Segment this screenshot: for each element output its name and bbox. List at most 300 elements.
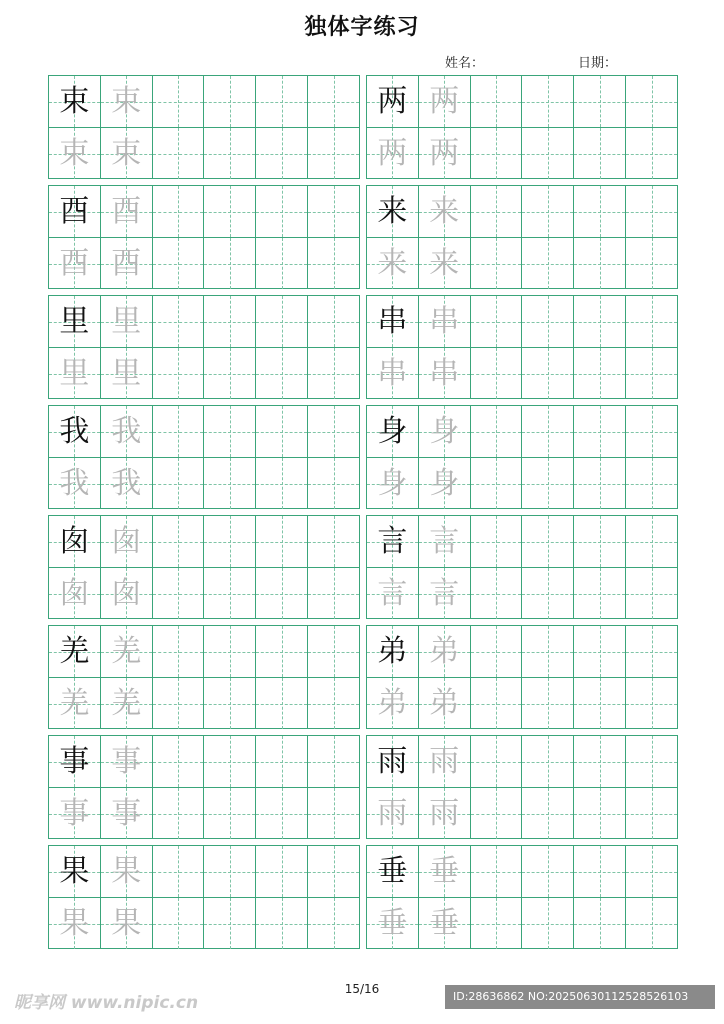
model-character: 串 [377, 303, 408, 339]
trace-row [49, 677, 359, 729]
writing-cell[interactable] [152, 678, 204, 729]
trace-row [367, 347, 677, 399]
writing-cell[interactable] [152, 516, 204, 567]
writing-cell[interactable] [573, 406, 625, 457]
character-cell [367, 406, 418, 457]
writing-cell[interactable] [203, 516, 255, 567]
trace-character: 垂 [377, 905, 408, 941]
writing-cell[interactable] [307, 458, 359, 509]
character-cell [100, 678, 152, 729]
trace-character: 我 [59, 465, 90, 501]
character-cell [418, 76, 470, 127]
trace-character: 事 [111, 795, 142, 831]
writing-cell[interactable] [470, 846, 522, 897]
writing-cell[interactable] [573, 186, 625, 237]
trace-character: 弟 [429, 685, 460, 721]
writing-cell[interactable] [203, 678, 255, 729]
writing-cell[interactable] [307, 788, 359, 839]
writing-cell[interactable] [203, 788, 255, 839]
model-row [367, 846, 677, 897]
writing-cell[interactable] [625, 128, 677, 179]
writing-cell[interactable] [573, 76, 625, 127]
writing-cell[interactable] [625, 788, 677, 839]
trace-row [49, 457, 359, 509]
practice-block [48, 515, 360, 619]
writing-cell[interactable] [521, 128, 573, 179]
writing-cell[interactable] [625, 238, 677, 289]
writing-cell[interactable] [152, 238, 204, 289]
writing-cell[interactable] [203, 626, 255, 677]
writing-cell[interactable] [307, 186, 359, 237]
character-cell [49, 736, 100, 787]
writing-cell[interactable] [255, 186, 307, 237]
trace-character: 果 [59, 905, 90, 941]
writing-cell[interactable] [307, 348, 359, 399]
character-cell [49, 516, 100, 567]
trace-character: 串 [429, 355, 460, 391]
trace-character: 言 [429, 523, 460, 559]
writing-cell[interactable] [307, 238, 359, 289]
writing-cell[interactable] [255, 238, 307, 289]
writing-cell[interactable] [521, 846, 573, 897]
character-cell [367, 788, 418, 839]
trace-character: 弟 [429, 633, 460, 669]
character-cell [49, 76, 100, 127]
writing-cell[interactable] [203, 898, 255, 949]
model-row [49, 846, 359, 897]
model-row [49, 516, 359, 567]
trace-character: 酉 [111, 245, 142, 281]
trace-row [367, 897, 677, 949]
character-cell [100, 186, 152, 237]
model-character: 来 [377, 193, 408, 229]
model-character: 囱 [59, 523, 90, 559]
trace-character: 果 [111, 853, 142, 889]
trace-character: 果 [111, 905, 142, 941]
writing-cell[interactable] [203, 238, 255, 289]
writing-cell[interactable] [255, 898, 307, 949]
writing-cell[interactable] [625, 296, 677, 347]
model-character: 我 [59, 413, 90, 449]
practice-block [48, 185, 360, 289]
writing-cell[interactable] [573, 296, 625, 347]
writing-cell[interactable] [307, 516, 359, 567]
writing-cell[interactable] [255, 846, 307, 897]
character-cell [367, 128, 418, 179]
writing-cell[interactable] [152, 568, 204, 619]
writing-cell[interactable] [625, 626, 677, 677]
writing-cell[interactable] [470, 458, 522, 509]
model-row [367, 76, 677, 127]
trace-row [367, 127, 677, 179]
character-cell [367, 736, 418, 787]
writing-cell[interactable] [521, 788, 573, 839]
writing-cell[interactable] [573, 568, 625, 619]
model-character: 束 [59, 83, 90, 119]
writing-cell[interactable] [625, 846, 677, 897]
writing-cell[interactable] [470, 186, 522, 237]
practice-block [48, 735, 360, 839]
writing-cell[interactable] [255, 626, 307, 677]
trace-row [49, 347, 359, 399]
writing-cell[interactable] [470, 898, 522, 949]
practice-block [366, 735, 678, 839]
trace-character: 来 [429, 193, 460, 229]
writing-cell[interactable] [307, 296, 359, 347]
character-cell [418, 516, 470, 567]
writing-cell[interactable] [573, 846, 625, 897]
character-cell [367, 898, 418, 949]
writing-cell[interactable] [521, 348, 573, 399]
trace-character: 羌 [59, 685, 90, 721]
character-cell [367, 186, 418, 237]
page-title: 独体字练习 [304, 15, 420, 40]
model-character: 身 [377, 413, 408, 449]
model-character: 里 [59, 303, 90, 339]
trace-row [49, 567, 359, 619]
writing-cell[interactable] [307, 626, 359, 677]
writing-cell[interactable] [521, 186, 573, 237]
trace-character: 事 [59, 795, 90, 831]
writing-cell[interactable] [152, 898, 204, 949]
character-cell [100, 846, 152, 897]
writing-cell[interactable] [625, 458, 677, 509]
writing-cell[interactable] [573, 128, 625, 179]
writing-cell[interactable] [203, 736, 255, 787]
writing-cell[interactable] [470, 626, 522, 677]
trace-character: 束 [59, 135, 90, 171]
writing-cell[interactable] [470, 516, 522, 567]
writing-cell[interactable] [521, 296, 573, 347]
trace-character: 事 [111, 743, 142, 779]
writing-cell[interactable] [307, 736, 359, 787]
practice-block [48, 845, 360, 949]
writing-cell[interactable] [255, 406, 307, 457]
character-cell [418, 678, 470, 729]
trace-row [49, 237, 359, 289]
character-cell [418, 626, 470, 677]
model-character: 羌 [59, 633, 90, 669]
character-cell [418, 458, 470, 509]
trace-character: 酉 [59, 245, 90, 281]
writing-cell[interactable] [470, 76, 522, 127]
character-cell [49, 128, 100, 179]
trace-row [49, 127, 359, 179]
character-cell [100, 568, 152, 619]
writing-cell[interactable] [521, 626, 573, 677]
writing-cell[interactable] [203, 568, 255, 619]
writing-cell[interactable] [625, 348, 677, 399]
writing-cell[interactable] [521, 406, 573, 457]
writing-cell[interactable] [470, 788, 522, 839]
writing-cell[interactable] [203, 128, 255, 179]
practice-block [48, 75, 360, 179]
writing-cell[interactable] [521, 898, 573, 949]
trace-character: 两 [429, 135, 460, 171]
character-cell [49, 678, 100, 729]
writing-cell[interactable] [470, 348, 522, 399]
writing-cell[interactable] [307, 678, 359, 729]
trace-character: 囱 [59, 575, 90, 611]
character-cell [367, 296, 418, 347]
writing-cell[interactable] [307, 406, 359, 457]
trace-character: 里 [111, 355, 142, 391]
model-row [49, 736, 359, 787]
character-cell [49, 238, 100, 289]
writing-cell[interactable] [203, 406, 255, 457]
writing-cell[interactable] [521, 678, 573, 729]
trace-character: 身 [429, 465, 460, 501]
writing-cell[interactable] [152, 846, 204, 897]
practice-block [366, 295, 678, 399]
practice-block [366, 75, 678, 179]
name-label: 姓名： [445, 56, 485, 71]
character-cell [367, 846, 418, 897]
writing-cell[interactable] [573, 516, 625, 567]
writing-cell[interactable] [573, 788, 625, 839]
writing-cell[interactable] [470, 568, 522, 619]
writing-cell[interactable] [203, 76, 255, 127]
character-cell [100, 348, 152, 399]
trace-character: 两 [429, 83, 460, 119]
writing-cell[interactable] [255, 678, 307, 729]
character-cell [367, 568, 418, 619]
writing-cell[interactable] [152, 76, 204, 127]
trace-character: 束 [111, 135, 142, 171]
trace-character: 雨 [377, 795, 408, 831]
writing-cell[interactable] [470, 678, 522, 729]
model-character: 事 [59, 743, 90, 779]
character-cell [49, 186, 100, 237]
writing-cell[interactable] [573, 898, 625, 949]
character-cell [100, 296, 152, 347]
writing-cell[interactable] [521, 458, 573, 509]
trace-character: 羌 [111, 685, 142, 721]
writing-cell[interactable] [625, 736, 677, 787]
trace-character: 雨 [429, 743, 460, 779]
character-cell [418, 736, 470, 787]
writing-cell[interactable] [307, 128, 359, 179]
character-cell [100, 76, 152, 127]
writing-cell[interactable] [573, 458, 625, 509]
writing-cell[interactable] [470, 296, 522, 347]
writing-cell[interactable] [625, 406, 677, 457]
trace-character: 垂 [429, 853, 460, 889]
model-row [367, 516, 677, 567]
practice-block [48, 625, 360, 729]
writing-cell[interactable] [625, 568, 677, 619]
character-cell [100, 458, 152, 509]
trace-character: 里 [59, 355, 90, 391]
writing-cell[interactable] [255, 568, 307, 619]
writing-cell[interactable] [573, 626, 625, 677]
character-cell [49, 788, 100, 839]
trace-row [367, 457, 677, 509]
writing-cell[interactable] [625, 516, 677, 567]
character-cell [100, 898, 152, 949]
character-cell [418, 788, 470, 839]
character-cell [367, 516, 418, 567]
writing-cell[interactable] [521, 736, 573, 787]
trace-character: 我 [111, 465, 142, 501]
character-cell [49, 296, 100, 347]
character-cell [49, 348, 100, 399]
character-cell [367, 76, 418, 127]
writing-cell[interactable] [255, 348, 307, 399]
writing-cell[interactable] [152, 186, 204, 237]
writing-cell[interactable] [152, 128, 204, 179]
character-cell [418, 128, 470, 179]
writing-cell[interactable] [521, 516, 573, 567]
writing-cell[interactable] [573, 678, 625, 729]
watermark-id: ID:28636862 NO:20250630112528526103 [445, 985, 715, 1009]
writing-cell[interactable] [521, 238, 573, 289]
character-cell [418, 238, 470, 289]
writing-cell[interactable] [152, 626, 204, 677]
model-row [367, 736, 677, 787]
writing-cell[interactable] [152, 348, 204, 399]
writing-cell[interactable] [203, 296, 255, 347]
trace-character: 两 [377, 135, 408, 171]
character-cell [100, 238, 152, 289]
writing-cell[interactable] [203, 458, 255, 509]
writing-cell[interactable] [470, 736, 522, 787]
character-cell [418, 186, 470, 237]
writing-cell[interactable] [203, 348, 255, 399]
character-cell [49, 406, 100, 457]
writing-cell[interactable] [152, 788, 204, 839]
writing-cell[interactable] [307, 76, 359, 127]
character-cell [100, 626, 152, 677]
writing-cell[interactable] [573, 736, 625, 787]
character-cell [100, 788, 152, 839]
trace-character: 来 [429, 245, 460, 281]
character-cell [418, 846, 470, 897]
writing-cell[interactable] [255, 736, 307, 787]
trace-character: 垂 [429, 905, 460, 941]
character-cell [49, 898, 100, 949]
writing-cell[interactable] [152, 736, 204, 787]
trace-character: 里 [111, 303, 142, 339]
trace-character: 弟 [377, 685, 408, 721]
writing-cell[interactable] [307, 568, 359, 619]
trace-character: 囱 [111, 523, 142, 559]
page-number: 15/16 [344, 982, 380, 996]
character-cell [367, 348, 418, 399]
character-cell [49, 626, 100, 677]
trace-row [49, 897, 359, 949]
trace-character: 雨 [429, 795, 460, 831]
writing-cell[interactable] [470, 128, 522, 179]
writing-cell[interactable] [255, 788, 307, 839]
practice-block [48, 405, 360, 509]
trace-row [367, 787, 677, 839]
writing-cell[interactable] [521, 568, 573, 619]
trace-character: 束 [111, 83, 142, 119]
trace-character: 言 [429, 575, 460, 611]
writing-cell[interactable] [521, 76, 573, 127]
writing-cell[interactable] [255, 458, 307, 509]
writing-cell[interactable] [152, 296, 204, 347]
writing-cell[interactable] [625, 678, 677, 729]
character-cell [367, 678, 418, 729]
writing-cell[interactable] [152, 406, 204, 457]
character-cell [418, 296, 470, 347]
writing-cell[interactable] [573, 348, 625, 399]
character-cell [100, 406, 152, 457]
model-character: 酉 [59, 193, 90, 229]
character-cell [100, 736, 152, 787]
trace-character: 身 [377, 465, 408, 501]
character-cell [49, 846, 100, 897]
model-row [367, 186, 677, 237]
writing-cell[interactable] [625, 76, 677, 127]
trace-character: 来 [377, 245, 408, 281]
character-cell [418, 898, 470, 949]
writing-cell[interactable] [255, 128, 307, 179]
writing-cell[interactable] [255, 296, 307, 347]
character-cell [100, 516, 152, 567]
date-label: 日期： [578, 56, 618, 71]
writing-cell[interactable] [307, 846, 359, 897]
model-character: 雨 [377, 743, 408, 779]
practice-block [48, 295, 360, 399]
character-cell [367, 626, 418, 677]
practice-block [366, 845, 678, 949]
trace-character: 串 [377, 355, 408, 391]
character-cell [418, 568, 470, 619]
writing-cell[interactable] [573, 238, 625, 289]
model-character: 弟 [377, 633, 408, 669]
character-cell [418, 406, 470, 457]
trace-character: 羌 [111, 633, 142, 669]
writing-cell[interactable] [625, 898, 677, 949]
trace-character: 串 [429, 303, 460, 339]
watermark-site: 昵享网 www.nipic.cn [14, 993, 199, 1013]
trace-character: 身 [429, 413, 460, 449]
model-row [49, 406, 359, 457]
trace-row [49, 787, 359, 839]
model-character: 两 [377, 83, 408, 119]
character-cell [367, 238, 418, 289]
practice-block [366, 625, 678, 729]
character-cell [100, 128, 152, 179]
writing-cell[interactable] [203, 846, 255, 897]
writing-cell[interactable] [255, 516, 307, 567]
trace-row [367, 237, 677, 289]
character-cell [49, 458, 100, 509]
writing-cell[interactable] [203, 186, 255, 237]
character-cell [367, 458, 418, 509]
writing-cell[interactable] [470, 238, 522, 289]
trace-row [367, 677, 677, 729]
model-row [367, 626, 677, 677]
model-row [49, 76, 359, 127]
character-cell [49, 568, 100, 619]
trace-character: 我 [111, 413, 142, 449]
model-character: 果 [59, 853, 90, 889]
writing-cell[interactable] [625, 186, 677, 237]
writing-cell[interactable] [470, 406, 522, 457]
writing-cell[interactable] [255, 76, 307, 127]
model-row [367, 406, 677, 457]
trace-character: 囱 [111, 575, 142, 611]
practice-block [366, 185, 678, 289]
writing-cell[interactable] [152, 458, 204, 509]
writing-cell[interactable] [307, 898, 359, 949]
trace-character: 酉 [111, 193, 142, 229]
practice-block [366, 405, 678, 509]
